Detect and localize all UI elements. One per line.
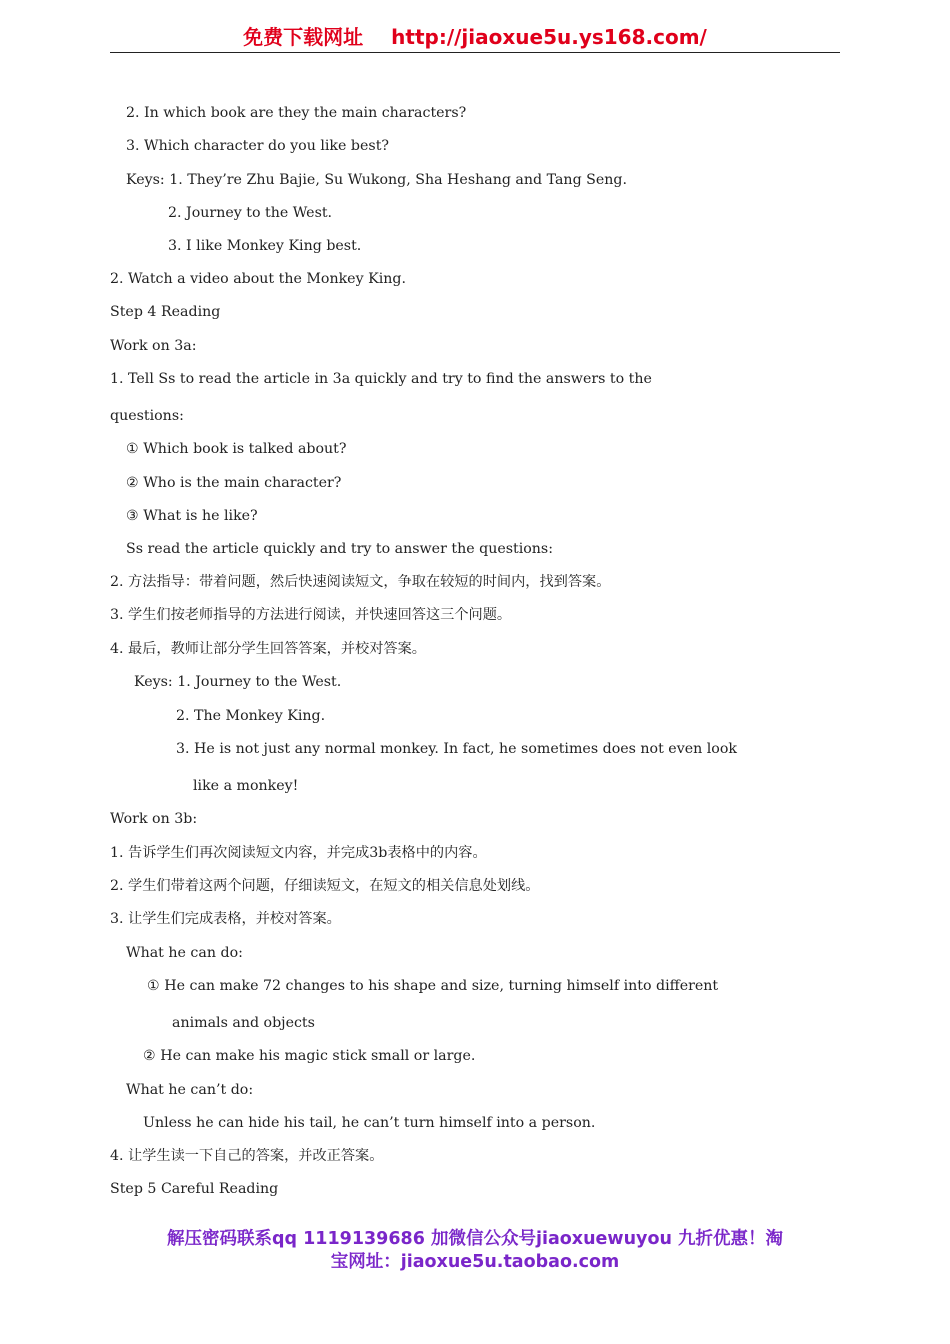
step-heading: Step 4 Reading [110,304,221,320]
text-line: like a monkey! [193,778,299,794]
text-line: Unless he can hide his tail, he can’t turn himself into a person. [143,1115,596,1131]
footer-line-1: 解压密码联系qq 1119139686 加微信公众号jiaoxuewuyou 九折优惠！淘 [166,1229,784,1249]
text-line: What he can’t do: [126,1082,254,1098]
step-heading: Step 5 Careful Reading [110,1181,279,1197]
header-url[interactable]: http://jiaoxue5u.ys168.com/ [391,25,707,49]
text-line: 1. Tell Ss to read the article in 3a quickly and try to find the answers to the [110,371,652,387]
text-line: 3. Which character do you like best? [126,138,389,154]
text-line: Keys: 1. Journey to the West. [134,674,342,690]
page-header [110,22,840,53]
text-line: 3. 学生们按老师指导的方法进行阅读，并快速回答这三个问题。 [110,607,512,623]
page-footer [100,1228,850,1274]
text-line: 2. 方法指导：带着问题，然后快速阅读短文，争取在较短的时间内，找到答案。 [110,574,611,590]
footer-line-2[interactable]: 宝网址：jiaoxue5u.taobao.com [330,1252,620,1272]
header-label: 免费下载网址 [243,25,364,49]
text-line: ① He can make 72 changes to his shape and size, turning himself into different [147,978,719,994]
text-line: 3. I like Monkey King best. [168,238,362,254]
question-item: ③ What is he like? [126,508,258,524]
section-heading: Work on 3b: [110,811,198,827]
text-line: questions: [110,408,184,424]
text-line: 2. Journey to the West. [168,205,333,221]
text-line: Ss read the article quickly and try to answer the questions: [126,541,553,557]
text-line: 4. 让学生读一下自己的答案，并改正答案。 [110,1148,384,1164]
section-heading: Work on 3a: [110,338,197,354]
text-line: 2. 学生们带着这两个问题，仔细读短文，在短文的相关信息处划线。 [110,878,540,894]
text-line: 1. 告诉学生们再次阅读短文内容，并完成3b表格中的内容。 [110,845,487,861]
text-line: 3. 让学生们完成表格，并校对答案。 [110,911,341,927]
text-line: 3. He is not just any normal monkey. In fact, he sometimes does not even look [176,741,737,757]
text-line: 2. Watch a video about the Monkey King. [110,271,406,287]
text-line: 2. The Monkey King. [176,708,326,724]
text-line: What he can do: [126,945,243,961]
text-line: 4. 最后，教师让部分学生回答答案，并校对答案。 [110,641,426,657]
text-line: 2. In which book are they the main characters? [126,105,467,121]
question-item: ① Which book is talked about? [126,441,347,457]
question-item: ② Who is the main character? [126,475,342,491]
text-line: Keys: 1. They’re Zhu Bajie, Su Wukong, Sha Heshang and Tang Seng. [126,172,628,188]
text-line: ② He can make his magic stick small or large. [143,1048,476,1064]
text-line: animals and objects [172,1015,315,1031]
